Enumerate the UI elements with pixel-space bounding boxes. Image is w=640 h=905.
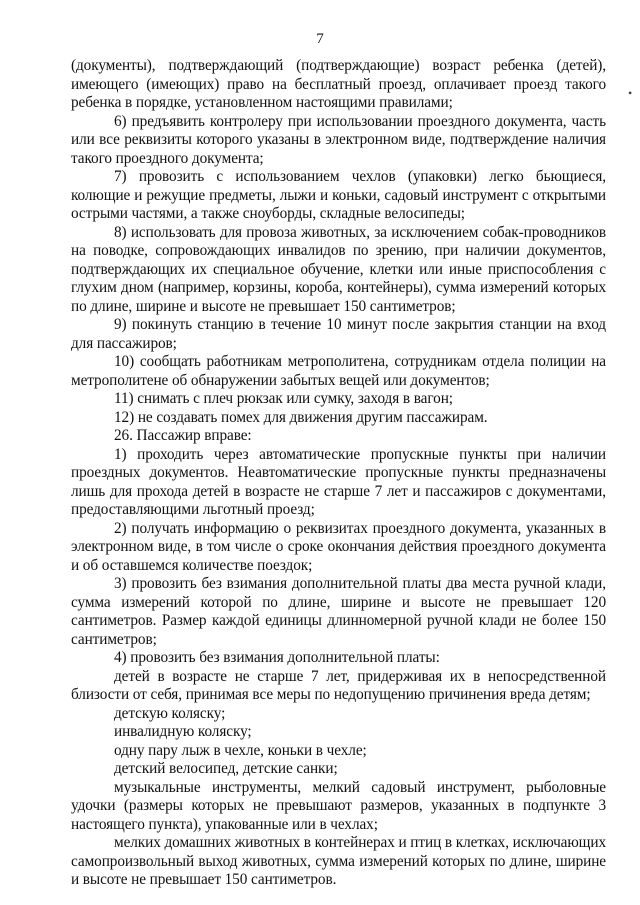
list-item: детскую коляску; — [114, 704, 226, 722]
paragraph: 8) использовать для провоза животных, за исключением собак-проводников на поводке, сопровождающих инвалидов по зрению, при наличии документов, подтверждающих их специальное обучение, клетки или иные приспособления с глухим дном (например, корзины, короба, контейнеры), сумма измерений которых по длине, ширине и высоте не превышает 150 сантиметров; — [71, 223, 606, 315]
paragraph: 10) сообщать работникам метрополитена, сотрудникам отдела полиции на метрополитене об обнаружении забытых вещей или документов; — [71, 353, 606, 389]
list-item: мелких домашних животных в контейнерах и птиц в клетках, исключающих самопроизвольный выход животных, сумма измерений которых по длине, ширине и высоте не превышает 150 сантиметров. — [71, 834, 606, 888]
paragraph: 6) предъявить контролеру при использовании проездного документа, часть или все реквизиты которого указаны в электронном виде, подтверждение наличия такого проездного документа; — [71, 112, 606, 167]
page-number: 7 — [316, 31, 324, 47]
list-item: детский велосипед, детские санки; — [114, 760, 338, 777]
paragraph: 11) снимать с плеч рюкзак или сумку, заходя в вагон; — [114, 390, 453, 407]
paragraph: 3) провозить без взимания дополнительной платы два места ручной клади, сумма измерений которой по длине, ширине и высоте не превышает 120 сантиметров. Размер каждой единицы длинномерной ручной клади не более 150 сантиметров; — [71, 575, 606, 648]
paragraph: 12) не создавать помех для движения другим пассажирам. — [114, 408, 488, 426]
margin-mark: • — [628, 86, 633, 100]
list-item: инвалидную коляску; — [114, 723, 252, 740]
document-body — [71, 57, 606, 890]
paragraph: 7) провозить с использованием чехлов (упаковки) легко бьющиеся, колющие и режущие предметы, лыжи и коньки, садовый инструмент с открытыми острыми частями, а также сноуборды, складные велосипеды; — [71, 168, 606, 222]
paragraph: 4) провозить без взимания дополнительной платы: — [114, 649, 440, 666]
paragraph: 1) проходить через автоматические пропускные пункты при наличии проездных документов. Неавтоматические пропускные пункты предназначены лишь для прохода детей в возрасте не старше 7 лет и пассажиров с документами, предоставляющими льготный проезд; — [71, 445, 606, 518]
paragraph: 9) покинуть станцию в течение 10 минут после закрытия станции на вход для пассажиров; — [71, 316, 606, 352]
list-item: музыкальные инструменты, мелкий садовый инструмент, рыболовные удочки (размеры которых не превышают размеров, указанных в подпункте 3 настоящего пункта), упакованные или в чехлах; — [71, 778, 606, 833]
list-item: детей в возрасте не старше 7 лет, придерживая их в непосредственной близости от себя, принимая все меры по недопущению причинения вреда детям; — [71, 667, 606, 703]
paragraph: 2) получать информацию о реквизитах проездного документа, указанных в электронном виде, в том числе о сроке окончания действия проездного документа и об оставшемся количестве поездок; — [71, 519, 606, 574]
section-heading: 26. Пассажир вправе: — [114, 427, 252, 444]
paragraph-continuation: (документы), подтверждающий (подтверждающие) возраст ребенка (детей), имеющего (имеющих) право на бесплатный проезд, оплачивает проезд такого ребенка в порядке, установленном настоящими правилами; — [71, 57, 606, 111]
list-item: одну пару лыж в чехле, коньки в чехле; — [114, 741, 367, 759]
